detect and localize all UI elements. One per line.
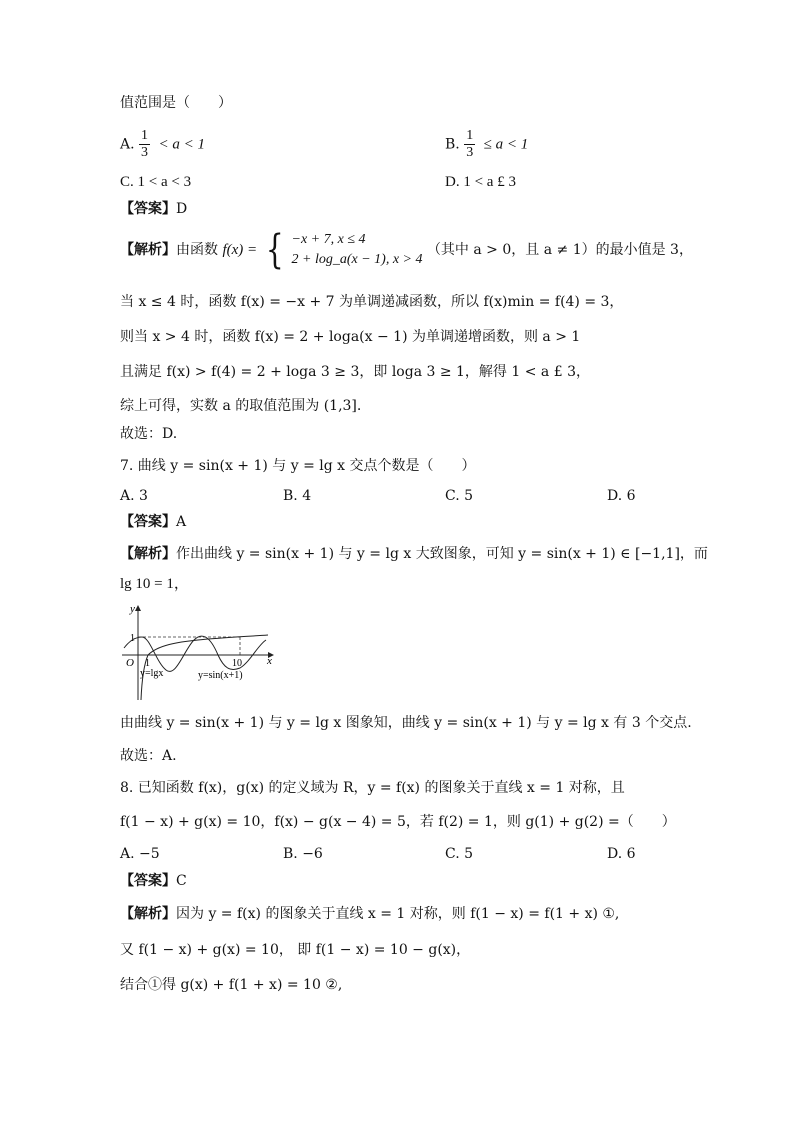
q8-option-a: A. −5: [120, 846, 160, 862]
lg-label: y=lgx: [140, 668, 164, 679]
q8-stem-line-1: 8. 已知函数 f(x)，g(x) 的定义域为 R，y = f(x) 的图象关于直线 x = 1 对称，且: [120, 780, 625, 796]
q6-option-d: D. 1 < a £ 3: [445, 174, 516, 190]
q8-analysis-line-2: 又 f(1 − x) + g(x) = 10， 即 f(1 − x) = 10 − g(x)，: [120, 942, 471, 958]
q8-option-c: C. 5: [445, 846, 474, 862]
q6-option-a: A. $\frac{1}{3}$ < a < 1: [120, 128, 205, 160]
q6-option-b: B. $\frac{1}{3}$ ≤ a < 1: [445, 128, 529, 160]
q6-analysis-line-b: 则当 x > 4 时，函数 f(x) = 2 + loga(x − 1) 为单调递增函数，则 a > 1: [120, 329, 581, 345]
q8-analysis-line-3: 结合①得 g(x) + f(1 + x) = 10 ②,: [120, 977, 343, 993]
q6-analysis-line-c: 且满足 f(x) > f(4) = 2 + loga 3 ≥ 3，即 loga 3 ≥ 1，解得 1 < a £ 3，: [120, 364, 590, 380]
q7-option-c: C. 5: [445, 488, 474, 504]
q8-option-b: B. −6: [283, 846, 323, 862]
origin-label: O: [126, 657, 134, 669]
q6-option-c: C. 1 < a < 3: [120, 174, 192, 190]
q6-choose: 故选：D.: [120, 426, 178, 442]
x-axis-label: x: [267, 655, 272, 667]
q7-analysis-line-2: lg 10 = 1，: [120, 576, 189, 592]
q8-stem-line-2: f(1 − x) + g(x) = 10，f(x) − g(x − 4) = 5，若 f(2) = 1，则 g(1) + g(2) =（ ）: [120, 814, 676, 830]
q6-stem-tail: 值范围是（ ）: [120, 95, 232, 111]
q6-answer: 【答案】D: [120, 201, 188, 217]
q7-answer: 【答案】A: [120, 514, 187, 530]
tick-10-label: 10: [232, 658, 242, 669]
q7-option-d: D. 6: [607, 488, 636, 504]
q8-option-d: D. 6: [607, 846, 636, 862]
q8-analysis-line-1: 【解析】因为 y = f(x) 的图象关于直线 x = 1 对称，则 f(1 − x) = f(1 + x) ①,: [120, 906, 620, 922]
q6-analysis-line-d: 综上可得，实数 a 的取值范围为 (1,3].: [120, 398, 362, 414]
y-axis-label: y: [130, 603, 135, 615]
q7-option-b: B. 4: [283, 488, 312, 504]
q7-choose: 故选：A.: [120, 748, 177, 764]
q7-analysis-line-3: 由曲线 y = sin(x + 1) 与 y = lg x 图象知，曲线 y = sin(x + 1) 与 y = lg x 有 3 个交点.: [120, 715, 692, 731]
q7-stem: 7. 曲线 y = sin(x + 1) 与 y = lg x 交点个数是（ ）: [120, 458, 476, 474]
sin-label: y=sin(x+1): [198, 670, 243, 681]
q8-answer: 【答案】C: [120, 873, 187, 889]
q7-analysis-line-1: 【解析】作出曲线 y = sin(x + 1) 与 y = lg x 大致图象，可知 y = sin(x + 1) ∈ [−1,1]，而: [120, 546, 708, 562]
tick-1-y: 1: [130, 633, 135, 644]
q7-graph: [118, 600, 280, 705]
q6-analysis-line-a: 当 x ≤ 4 时，函数 f(x) = −x + 7 为单调递减函数，所以 f(x)min = f(4) = 3，: [120, 294, 624, 310]
q6-analysis-piecewise: 【解析】由函数 f(x) = { −x + 7, x ≤ 4 2 + log_a(x − 1), x > 4 （其中 a > 0，且 a ≠ 1）的最小值是 3，: [120, 227, 693, 273]
tick-1-x: 1: [145, 658, 150, 669]
q7-option-a: A. 3: [120, 488, 148, 504]
